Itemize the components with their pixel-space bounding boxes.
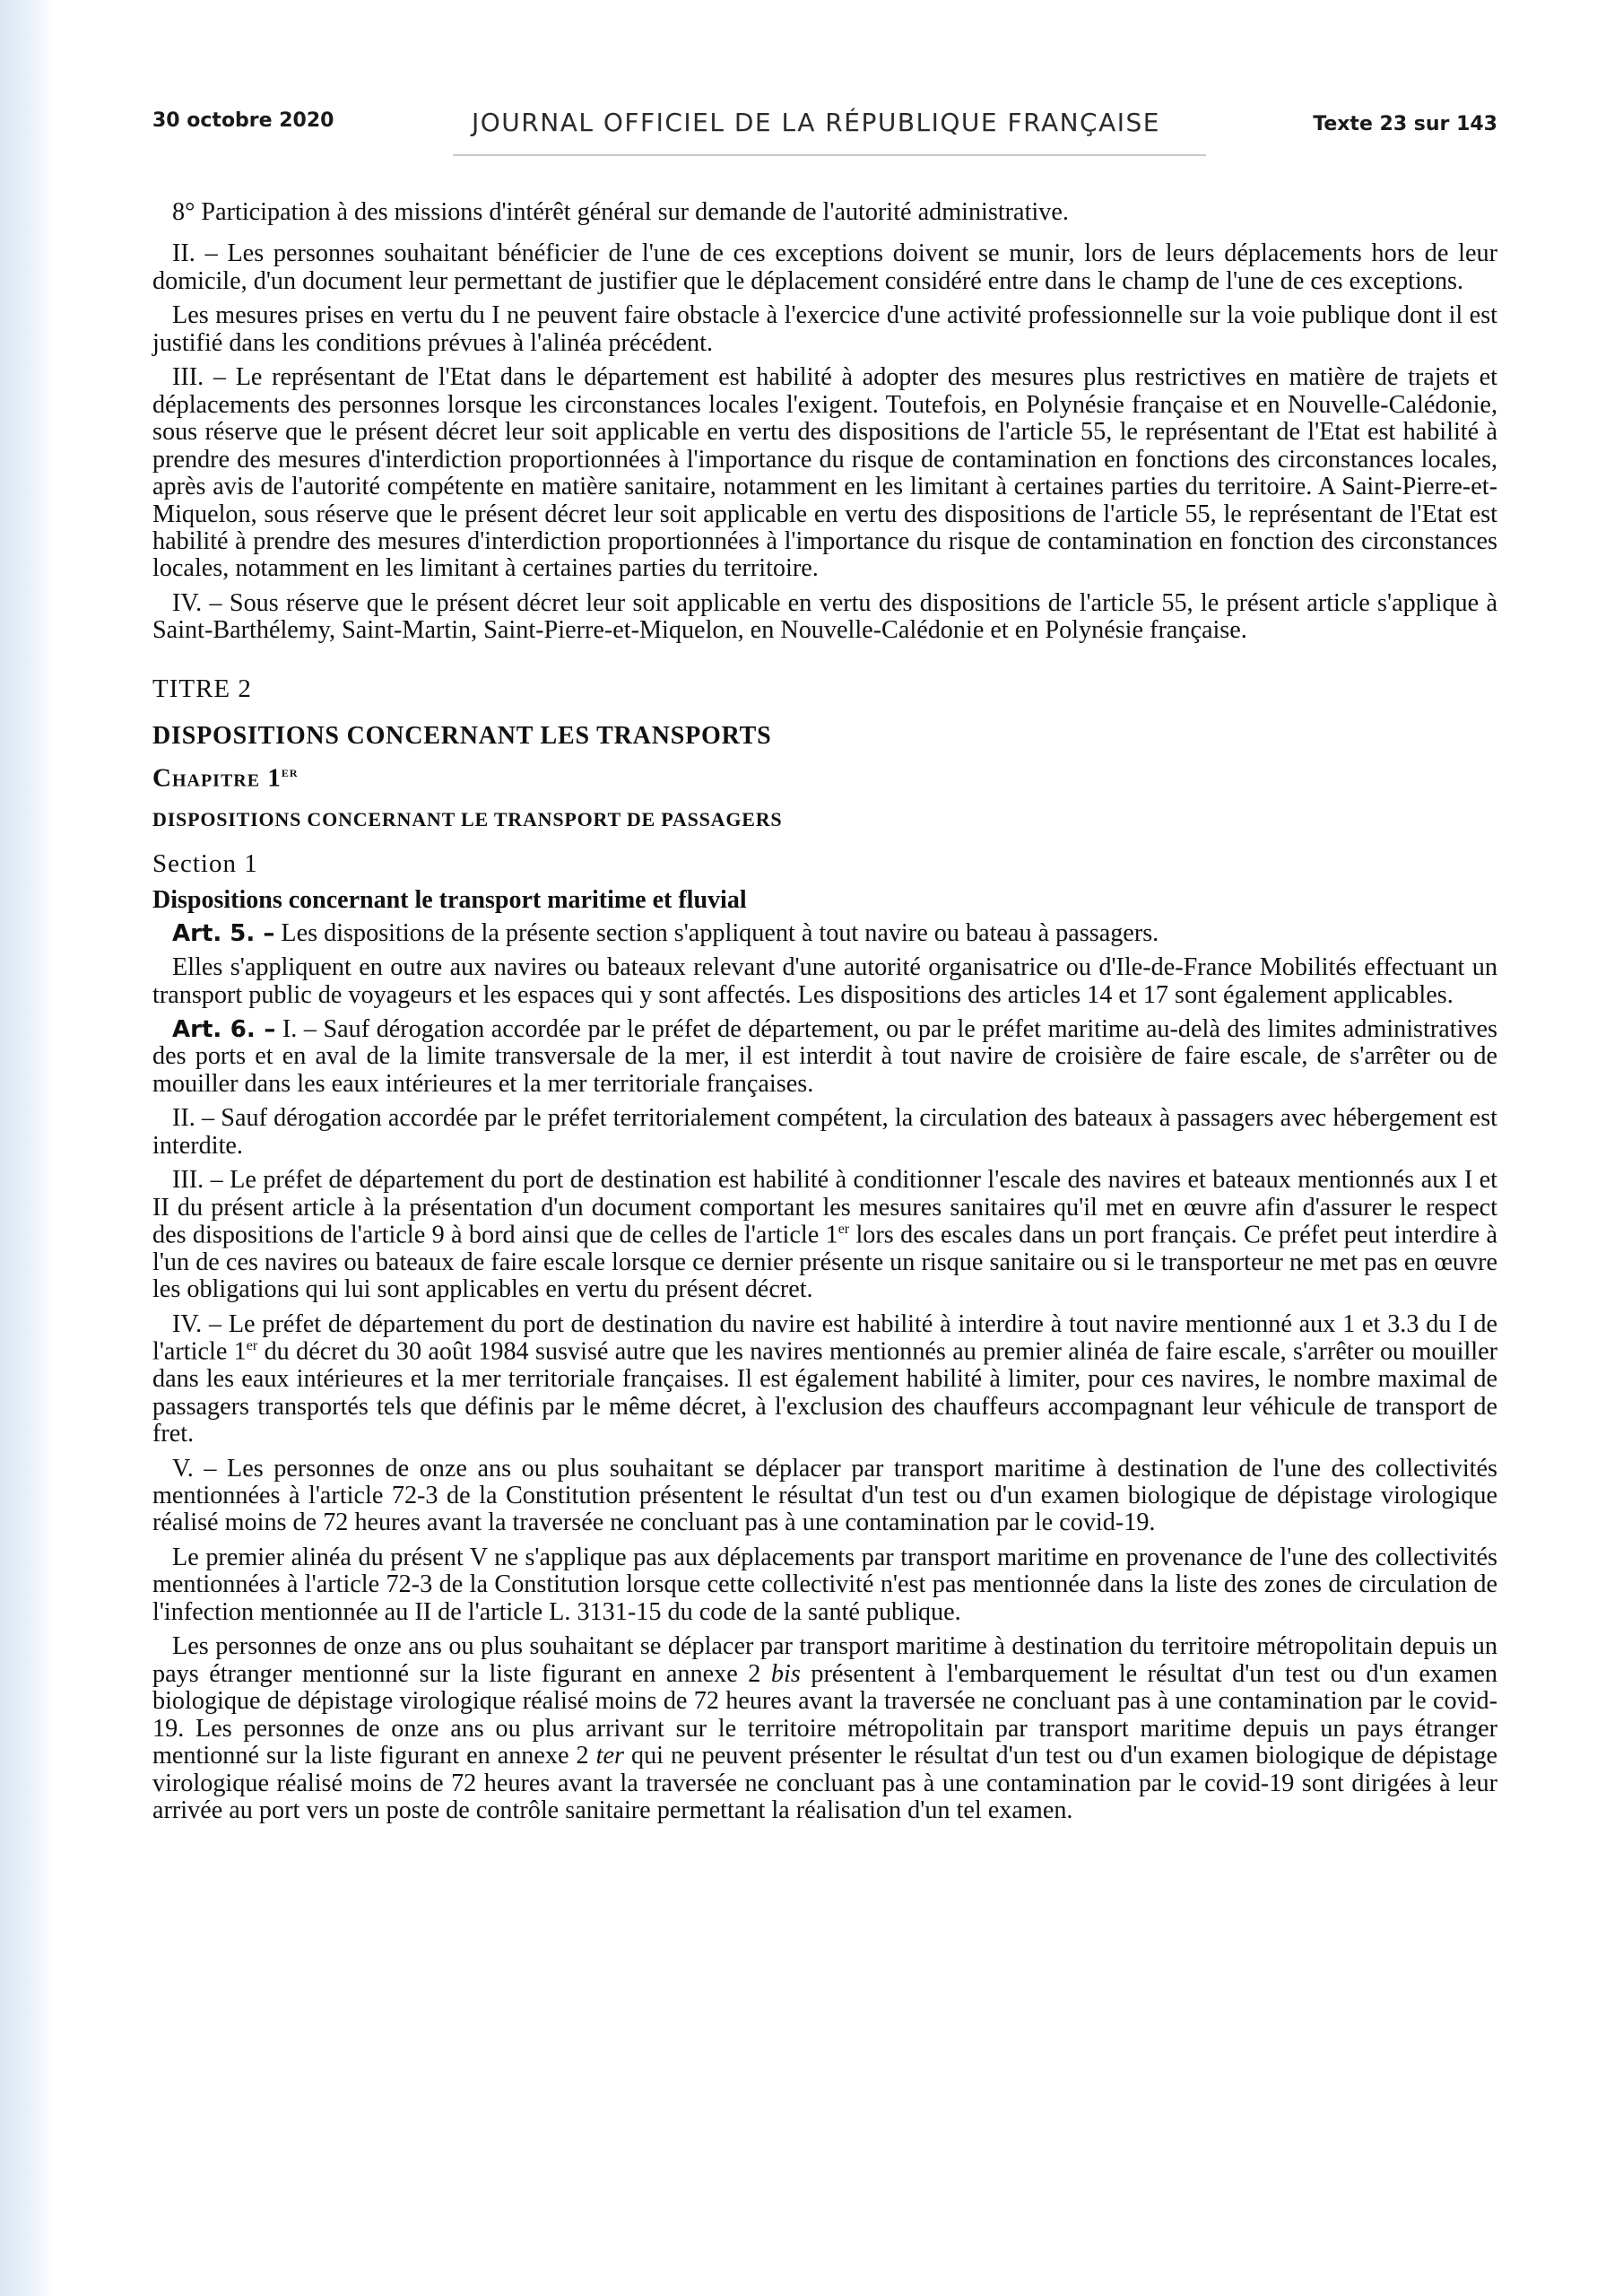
dispositions-heading: DISPOSITIONS CONCERNANT LES TRANSPORTS [152, 722, 772, 751]
article-6-IV-text-b: du décret du 30 août 1984 susvisé autre que les navires mentionnés au premier alinéa de faire escale, s'arrêter ou mouiller dans les eaux intérieures et la mer territoriale françaises. Il est également habilité à limiter, pour ces navires, le nombre maximal de passagers transportés tels que définis par le même décret, à l'exclusion des chauffeurs accompagnant leur véhicule de transport de fret. [152, 1337, 1498, 1448]
titre-heading: TITRE 2 [152, 674, 252, 703]
paragraph-IV: IV. – Sous réserve que le présent décret leur soit applicable en vertu des dispositions de l'article 55, le présent article s'applique à Saint-Barthélemy, Saint-Martin, Saint-Pierre-et-Miquelon, en Nouvelle-Calédonie et en Polynésie française. [152, 588, 1497, 645]
article-6-IV [152, 1311, 1497, 1448]
article-5 [152, 920, 1497, 947]
article-6-II: II. – Sauf dérogation accordée par le préfet territorialement compétent, la circulation des bateaux à passagers avec hébergement est interdite. [152, 1104, 1497, 1160]
article-6-V3-ter: ter [595, 1742, 624, 1770]
article-6-V: V. – Les personnes de onze ans ou plus souhaitant se déplacer par transport maritime à destination de l'une des collectivités mentionnées à l'article 72-3 de la Constitution présentent le résultat d'un test ou d'un examen biologique de dépistage virologique réalisé moins de 72 heures avant la traversée ne concluant pas à une contamination par le covid-19. [152, 1454, 1497, 1537]
article-6-III [152, 1167, 1497, 1304]
article-6-V3-text-b: présentent à l'embarquement le résultat d'un test ou d'un examen biologique de dépistage virologique réalisé moins de 72 heures avant la traversée ne concluant pas à une contamination par le covid-19. Les personnes de onze ans ou plus arrivant sur le territoire métropolitain par transport maritime depuis un pays étranger mentionné sur la liste figurant en annexe 2 [152, 1659, 1497, 1770]
paragraph-8: 8° Participation à des missions d'intérêt général sur demande de l'autorité administrative. [172, 198, 1069, 226]
article-6-V3-bis: bis [770, 1659, 801, 1688]
section-heading: Section 1 [152, 849, 258, 879]
article-6-V3-text-a: Les personnes de onze ans ou plus souhaitant se déplacer par transport maritime à destination du territoire métropolitain depuis un pays étranger mentionné sur la liste figurant en annexe 2 [152, 1632, 1497, 1688]
journal-page [135, 90, 1497, 2260]
chapitre-label: Chapitre 1 [152, 764, 282, 793]
chapitre-superscript: er [281, 763, 299, 781]
article-6-III-text-b: lors des escales dans un port français. Ce préfet peut interdire à l'un de ces navires ou bateaux de faire escale lorsque ce dernier présente un risque sanitaire ou si le transporteur ne met pas en œuvre les obligations qui lui sont applicables en vertu du présent décret. [152, 1221, 1497, 1304]
chapitre-heading [152, 764, 1497, 793]
header-journal-title: JOURNAL OFFICIEL DE LA RÉPUBLIQUE FRANÇAISE [472, 108, 1160, 137]
paragraph-mesures: Les mesures prises en vertu du I ne peuvent faire obstacle à l'exercice d'une activité professionnelle sur la voie publique dont il est justifié dans les conditions prévues à l'alinéa précédent. [152, 301, 1497, 357]
header-date: 30 octobre 2020 [152, 109, 334, 132]
article-6-IV-text-a: IV. – Le préfet de département du port de destination du navire est habilité à interdire à tout navire mentionné aux 1 et 3.3 du I de l'article 1 [152, 1309, 1497, 1366]
paragraph-III: III. – Le représentant de l'Etat dans le département est habilité à adopter des mesures plus restrictives en matière de trajets et déplacements des personnes lorsque les circonstances locales l'exigent. Toutefois, en Polynésie française et en Nouvelle-Calédonie, sous réserve que le présent décret leur soit applicable en vertu des dispositions de l'article 55, le représentant de l'Etat est habilité à prendre des mesures d'interdiction proportionnées à l'importance du risque de contamination en fonctions des circonstances locales, après avis de l'autorité compétente en matière sanitaire, notamment en les limitant à certaines parties du territoire. A Saint-Pierre-et-Miquelon, sous réserve que le présent décret leur soit applicable en vertu des dispositions de l'article 55, le représentant de l'Etat est habilité à prendre des mesures d'interdiction proportionnées à l'importance du risque de contamination en fonction des circonstances locales, notamment en les limitant à certaines parties du territoire. [152, 363, 1497, 583]
article-6-I-text: I. – Sauf dérogation accordée par le préfet de département, ou par le préfet maritime au-delà des limites administratives des ports et en aval de la limite transversale de la mer, il est interdit à tout navire de croisière de faire escale, de s'arrêter ou de mouiller dans les eaux intérieures et la mer territoriale françaises. [152, 1014, 1497, 1098]
article-6-label: Art. 6. – [172, 1015, 276, 1043]
article-6-V3-text-c: qui ne peuvent présenter le résultat d'un test ou d'un examen biologique de dépistage virologique réalisé moins de 72 heures avant la traversée ne concluant pas à une contamination par le covid-19 sont dirigées à leur arrivée au port vers un poste de contrôle sanitaire permettant la réalisation d'un tel examen. [152, 1742, 1497, 1824]
section-subheading: Dispositions concernant le transport maritime et fluvial [152, 886, 747, 915]
article-5-paragraph-2: Elles s'appliquent en outre aux navires ou bateaux relevant d'une autorité organisatrice ou d'Ile-de-France Mobilités effectuant un transport public de voyageurs et les espaces qui y sont affectés. Les dispositions des articles 14 et 17 sont également applicables. [152, 953, 1497, 1009]
page-header [135, 90, 1497, 144]
article-6-III-sup: er [838, 1222, 850, 1238]
article-5-label: Art. 5. – [172, 919, 275, 947]
article-5-text: Les dispositions de la présente section s'appliquent à tout navire ou bateau à passagers. [281, 918, 1159, 947]
chapitre-subheading: DISPOSITIONS CONCERNANT LE TRANSPORT DE PASSAGERS [152, 808, 783, 831]
article-6-V-paragraph-2: Le premier alinéa du présent V ne s'applique pas aux déplacements par transport maritime en provenance de l'une des collectivités mentionnées à l'article 72-3 de la Constitution lorsque cette collectivité n'est pas mentionnée dans la liste des zones de circulation de l'infection mentionnée au II de l'article L. 3131-15 du code de la santé publique. [152, 1543, 1497, 1626]
header-rule [453, 154, 1206, 156]
paragraph-II: II. – Les personnes souhaitant bénéficier de l'une de ces exceptions doivent se munir, lors de leurs déplacements hors de leur domicile, d'un document leur permettant de justifier que le déplacement considéré entre dans le champ de l'une de ces exceptions. [152, 239, 1497, 295]
scan-edge-shadow [0, 0, 56, 2296]
header-text-number: Texte 23 sur 143 [1313, 113, 1497, 135]
article-6-III-text-a: III. – Le préfet de département du port de destination est habilité à conditionner l'escale des navires et bateaux mentionnés aux I et II du présent article à la présentation d'un document comportant les mesures sanitaires qu'il met en œuvre afin d'assurer le respect des dispositions de l'article 9 à bord ainsi que de celles de l'article 1 [152, 1166, 1497, 1249]
article-6-V-paragraph-3 [152, 1633, 1497, 1824]
document-body [152, 199, 1497, 1831]
article-6-IV-sup: er [246, 1338, 258, 1354]
article-6-I [152, 1016, 1497, 1098]
